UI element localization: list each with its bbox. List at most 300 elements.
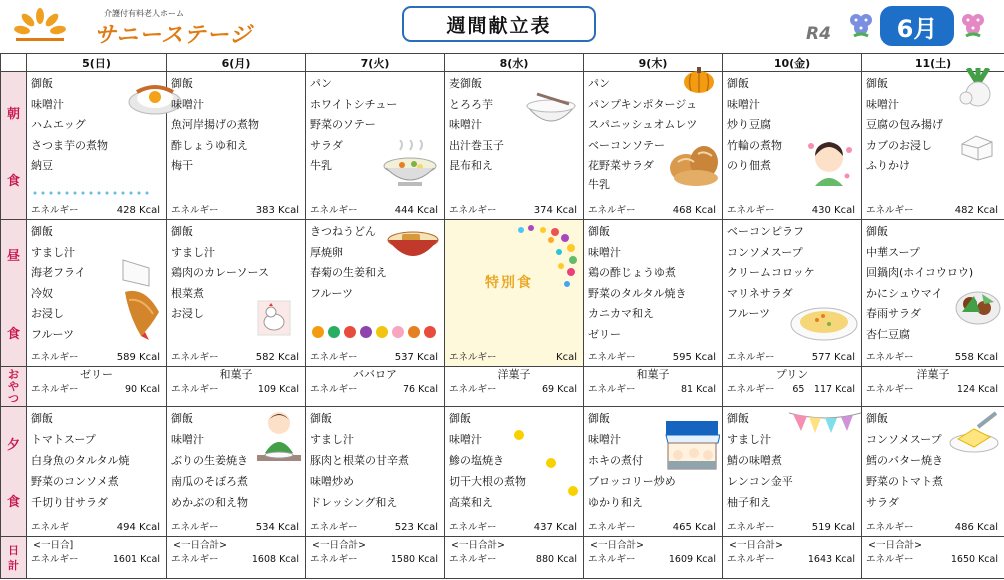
meal-label-char: 日 — [8, 543, 19, 557]
energy-value: 1608 Kcal — [251, 554, 299, 565]
energy-label: エネルギー — [588, 205, 636, 216]
menu-item: 御飯 — [866, 225, 888, 238]
menu-item: 柚子和え — [727, 496, 771, 509]
energy-label: エネルギー — [31, 352, 79, 363]
energy-label: エネルギー — [31, 205, 79, 216]
menu-item: 野菜のコンソメ煮 — [31, 475, 119, 488]
day-header: 10(金) — [723, 54, 862, 72]
energy-value: 383 Kcal — [255, 205, 299, 216]
meal-cell — [862, 72, 1004, 220]
day-header: 6(月) — [167, 54, 306, 72]
menu-item: 鶏の酢じょうゆ煮 — [588, 266, 676, 279]
meal-label-char: や — [8, 379, 19, 393]
energy-label: エネルギー — [866, 205, 914, 216]
menu-item: 御飯 — [866, 412, 888, 425]
radish-icon — [956, 68, 1000, 108]
menu-item: 味噌汁 — [171, 433, 204, 446]
menu-item: サラダ — [866, 496, 899, 509]
energy-label: エネルギー — [31, 554, 79, 565]
menu-item: かにシュウマイ — [866, 286, 943, 300]
energy-label: エネルギー — [171, 554, 219, 565]
energy-label: エネルギー — [449, 352, 497, 363]
energy-value: 1580 Kcal — [390, 554, 438, 565]
energy-value: 577 Kcal — [811, 352, 855, 363]
butter-icon — [948, 411, 1000, 455]
energy-label: エネルギー — [31, 384, 79, 395]
energy-value: 437 Kcal — [533, 522, 577, 533]
menu-item: 酢しょうゆ和え — [171, 138, 248, 152]
breakfast-row — [1, 72, 1004, 220]
menu-item: コンソメスープ — [727, 245, 803, 259]
menu-item: ドレッシング和え — [310, 496, 398, 509]
energy-label: エネルギー — [727, 522, 775, 533]
chicken-icon — [257, 300, 291, 336]
menu-item: 竹輪の煮物 — [727, 138, 782, 152]
daily-total-caption: <一日合] — [33, 540, 74, 551]
menu-item: パンプキンポタージュ — [588, 97, 698, 111]
snack-name: プリン — [775, 368, 809, 381]
menu-item: 杏仁豆腐 — [866, 327, 910, 341]
daily-total-caption: <一日合計> — [729, 540, 783, 551]
snack-name: 洋菓子 — [497, 368, 531, 381]
energy-value: 69 Kcal — [541, 384, 577, 395]
energy-label: エネルギー — [727, 554, 775, 565]
snack-name: 和菓子 — [636, 368, 670, 381]
lunch-label — [1, 220, 27, 367]
menu-item: 御飯 — [171, 77, 193, 90]
menu-item: パン — [588, 77, 610, 90]
energy-label: エネルギー — [171, 522, 219, 533]
energy-row — [449, 521, 577, 535]
special-meal-cell — [445, 220, 584, 367]
energy-value: 519 Kcal — [811, 522, 855, 533]
era-label: R4 — [806, 24, 831, 44]
meal-cell — [306, 407, 445, 537]
menu-item: トマトスープ — [31, 433, 96, 446]
menu-item: 春雨サラダ — [866, 307, 921, 320]
snack-cell — [584, 367, 723, 407]
energy-row — [866, 204, 998, 218]
snack-cell — [862, 367, 1004, 407]
energy-label: エネルギー — [588, 522, 636, 533]
menu-item: 牛乳 — [588, 177, 610, 191]
menu-item: 味噌炒め — [310, 475, 354, 488]
daily-total-caption: <一日合計> — [312, 540, 366, 551]
udon-icon — [386, 228, 440, 264]
meal-cell — [167, 407, 306, 537]
menu-item: 御飯 — [31, 225, 53, 238]
meal-cell — [306, 72, 445, 220]
energy-row — [449, 351, 577, 365]
energy-label: エネルギー — [866, 554, 914, 565]
fish-shop-icon — [664, 417, 720, 473]
breakfast-label — [1, 72, 27, 220]
energy-value: 444 Kcal — [394, 205, 438, 216]
meal-cell — [584, 72, 723, 220]
energy-value: 1650 Kcal — [950, 554, 998, 565]
menu-item: すまし汁 — [310, 433, 354, 446]
meat-dish-icon — [954, 282, 1002, 328]
energy-label: エネルギー — [171, 352, 219, 363]
weekly-menu-table — [0, 53, 1004, 579]
energy-label: エネルギー — [449, 384, 497, 395]
menu-item: ぶりの生姜焼き — [171, 454, 248, 467]
flower-logo-icon — [10, 8, 70, 44]
energy-row — [866, 351, 998, 365]
meal-label-char: 朝 — [6, 106, 20, 122]
energy-value: 582 Kcal — [255, 352, 299, 363]
menu-item: 白身魚のタルタル焼 — [31, 454, 130, 467]
menu-item: サラダ — [310, 138, 343, 152]
energy-value: 81 Kcal — [680, 384, 716, 395]
menu-item: 野菜のタルタル焼き — [588, 286, 687, 300]
menu-item: 御飯 — [588, 225, 610, 238]
hydrangea-icon — [846, 10, 876, 40]
energy-value: 76 Kcal — [402, 384, 438, 395]
daily-total-caption: <一日合計> — [173, 540, 227, 551]
dotted-divider — [31, 191, 151, 195]
menu-item: 御飯 — [866, 77, 888, 90]
energy-value: 558 Kcal — [954, 352, 998, 363]
energy-label: エネルギー — [588, 554, 636, 565]
menu-item: 花野菜サラダ — [588, 159, 654, 172]
energy-row — [31, 351, 160, 365]
energy-label: エネルギー — [588, 384, 636, 395]
menu-item: 中華スープ — [866, 245, 920, 259]
energy-label: エネルギー — [449, 522, 497, 533]
energy-label: エネルギー — [171, 384, 219, 395]
menu-item: ホキの煮付 — [588, 454, 643, 467]
menu-item: 高菜和え — [449, 496, 493, 509]
energy-value: 90 Kcal — [124, 384, 160, 395]
fruits-icon — [310, 324, 440, 340]
menu-item: フルーツ — [727, 307, 771, 320]
menu-item: 春菊の生姜和え — [310, 266, 387, 279]
day-header-row — [1, 54, 1004, 72]
energy-value: 430 Kcal — [811, 205, 855, 216]
snack-cell — [723, 367, 862, 407]
menu-item: 鯖の味噌煮 — [727, 454, 782, 467]
snack-cell — [445, 367, 584, 407]
menu-item: 南瓜のそぼろ煮 — [171, 475, 248, 488]
menu-item: 御飯 — [31, 77, 53, 90]
energy-row — [31, 521, 160, 535]
meal-label-char: 食 — [6, 326, 20, 342]
energy-value: 523 Kcal — [394, 522, 438, 533]
menu-item: 厚焼卵 — [310, 245, 343, 259]
menu-item: すまし汁 — [31, 245, 75, 259]
energy-row — [310, 204, 438, 218]
dinner-row — [1, 407, 1004, 537]
snack-label — [1, 367, 27, 407]
energy-row — [310, 351, 438, 365]
energy-label: エネルギー — [588, 352, 636, 363]
pumpkin-icon — [682, 66, 716, 94]
facility-logo — [8, 4, 268, 46]
menu-item: 御飯 — [727, 77, 749, 90]
energy-row — [171, 204, 299, 218]
energy-value: 595 Kcal — [672, 352, 716, 363]
menu-item: ベーコンピラフ — [727, 225, 804, 238]
meal-label-char: 食 — [6, 494, 20, 510]
flower-dots-icon — [511, 429, 581, 499]
meal-cell — [306, 220, 445, 367]
energy-row — [866, 521, 998, 535]
pasta-icon — [789, 302, 859, 342]
snack-name: 和菓子 — [219, 368, 253, 381]
menu-item: さつま芋の煮物 — [31, 138, 108, 152]
energy-value: 65 117 Kcal — [792, 384, 855, 395]
daily-total-cell — [167, 537, 306, 579]
energy-row — [588, 521, 716, 535]
daily-total-cell — [723, 537, 862, 579]
yam-bowl-icon — [523, 92, 579, 132]
meal-cell — [27, 407, 167, 537]
meal-label-char: 計 — [8, 558, 19, 572]
menu-item: 鯵の塩焼き — [449, 454, 504, 467]
meal-cell — [862, 407, 1004, 537]
special-meal-label: 特別食 — [485, 275, 533, 291]
menu-item: 御飯 — [171, 412, 193, 425]
day-header: 9(木) — [584, 54, 723, 72]
energy-row — [588, 204, 716, 218]
menu-item: マリネサラダ — [727, 286, 793, 300]
menu-item: ゼリー — [588, 327, 621, 341]
menu-item: 味噌汁 — [449, 118, 482, 131]
menu-item: きつねうどん — [310, 225, 376, 238]
snack-name: ゼリー — [80, 368, 113, 381]
daily-total-caption: <一日合計> — [868, 540, 922, 551]
menu-item: 御飯 — [310, 412, 332, 425]
meal-label-char: 夕 — [6, 437, 20, 453]
menu-item: コンソメスープ — [866, 433, 942, 446]
daily-total-cell — [445, 537, 584, 579]
energy-label: エネルギー — [866, 352, 914, 363]
energy-row — [171, 521, 299, 535]
lunch-row — [1, 220, 1004, 367]
menu-item: 千切り甘サラダ — [31, 496, 108, 509]
meal-label-char: お — [8, 367, 19, 381]
energy-row — [171, 351, 299, 365]
energy-label: エネルギー — [727, 384, 775, 395]
menu-item: 野菜のトマト煮 — [866, 475, 943, 488]
day-header: 5(日) — [27, 54, 167, 72]
energy-label: エネルギー — [866, 522, 914, 533]
menu-item: 鶏肉のカレーソース — [171, 266, 270, 279]
menu-item: 出汁巻玉子 — [449, 138, 504, 152]
energy-value: 428 Kcal — [116, 205, 160, 216]
menu-item: 御飯 — [449, 412, 471, 425]
energy-label: エネルギー — [449, 205, 497, 216]
menu-item: 炒り豆腐 — [727, 118, 771, 131]
menu-item: フルーツ — [310, 286, 354, 300]
energy-row — [727, 521, 855, 535]
meal-cell — [723, 220, 862, 367]
daily-total-row — [1, 537, 1004, 579]
energy-value: 482 Kcal — [954, 205, 998, 216]
daily-total-cell — [862, 537, 1004, 579]
meal-cell — [27, 72, 167, 220]
menu-item: お浸し — [171, 307, 204, 320]
energy-value: 486 Kcal — [954, 522, 998, 533]
energy-value: 534 Kcal — [255, 522, 299, 533]
menu-item: 麦御飯 — [449, 77, 482, 90]
page-header — [0, 0, 1004, 52]
menu-item: 御飯 — [31, 412, 53, 425]
energy-value: 465 Kcal — [672, 522, 716, 533]
shrimp-fry-icon — [115, 256, 167, 342]
energy-row — [310, 521, 438, 535]
energy-value: 1601 Kcal — [112, 554, 160, 565]
energy-value: 494 Kcal — [116, 522, 160, 533]
menu-item: とろろ芋 — [449, 97, 493, 111]
menu-item: ゆかり和え — [588, 496, 643, 509]
dinner-label — [1, 407, 27, 537]
menu-item: 昆布和え — [449, 159, 493, 172]
energy-label: エネルギー — [449, 554, 497, 565]
energy-value: 468 Kcal — [672, 205, 716, 216]
day-header: 11(土) — [862, 54, 1004, 72]
corner-cell — [1, 54, 27, 72]
daily-total-cell — [27, 537, 167, 579]
menu-item: スパニッシュオムレツ — [588, 118, 698, 131]
meal-cell — [862, 220, 1004, 367]
daily-total-caption: <一日合計> — [590, 540, 644, 551]
energy-row — [31, 204, 160, 218]
energy-row — [727, 204, 855, 218]
menu-item: 梅干 — [171, 159, 193, 172]
energy-label: エネルギー — [310, 205, 358, 216]
snack-cell — [27, 367, 167, 407]
energy-value: 1643 Kcal — [807, 554, 855, 565]
menu-item: カブのお浸し — [866, 138, 932, 152]
snack-name: 洋菓子 — [916, 368, 950, 381]
snack-name: ババロア — [353, 368, 397, 381]
energy-value: 537 Kcal — [394, 352, 438, 363]
menu-item: 味噌汁 — [866, 97, 899, 111]
meal-cell — [27, 220, 167, 367]
meal-cell — [723, 72, 862, 220]
energy-label: エネルギー — [310, 352, 358, 363]
energy-value: 589 Kcal — [116, 352, 160, 363]
meal-cell — [584, 220, 723, 367]
meal-cell — [723, 407, 862, 537]
energy-value: 374 Kcal — [533, 205, 577, 216]
menu-item: 鱈のバター焼き — [866, 454, 943, 467]
menu-item: 味噌汁 — [449, 433, 482, 446]
tofu-icon — [958, 134, 996, 162]
menu-item: ベーコンソテー — [588, 138, 665, 152]
menu-item: お浸し — [31, 307, 64, 320]
menu-item: カニカマ和え — [588, 307, 654, 320]
menu-item: 御飯 — [727, 412, 749, 425]
stew-icon — [380, 140, 440, 190]
energy-value: 880 Kcal — [535, 554, 577, 565]
meal-cell — [584, 407, 723, 537]
meal-cell — [445, 72, 584, 220]
hydrangea-icon — [958, 10, 988, 40]
woman-eating-icon — [803, 136, 855, 190]
menu-item: ブロッコリー炒め — [588, 475, 676, 488]
meal-cell — [167, 72, 306, 220]
logo-subtitle: 介護付有料老人ホーム — [104, 9, 184, 18]
menu-item: 野菜のソテー — [310, 118, 376, 131]
menu-item: 牛乳 — [310, 159, 332, 172]
energy-value: 124 Kcal — [956, 384, 998, 395]
day-header: 8(水) — [445, 54, 584, 72]
menu-item: 豆腐の包み揚げ — [866, 118, 943, 131]
energy-label: エネルギー — [310, 554, 358, 565]
bunting-icon — [789, 411, 861, 435]
snack-row — [1, 367, 1004, 407]
meal-cell — [167, 220, 306, 367]
day-header: 7(火) — [306, 54, 445, 72]
menu-item: 豚肉と根菜の甘辛煮 — [310, 454, 409, 467]
menu-item: 冷奴 — [31, 286, 53, 300]
energy-value: 1609 Kcal — [668, 554, 716, 565]
boy-eating-icon — [255, 409, 303, 469]
logo-name: サニーステージ — [94, 23, 253, 48]
energy-label: エネルギー — [727, 205, 775, 216]
menu-item: 味噌汁 — [31, 97, 64, 111]
menu-item: 根菜煮 — [171, 286, 204, 300]
menu-item: ハムエッグ — [31, 118, 86, 131]
month-badge: 6月 — [880, 6, 954, 46]
menu-item: 海老フライ — [31, 266, 86, 279]
meal-cell — [445, 407, 584, 537]
menu-item: すまし汁 — [171, 245, 215, 259]
menu-item: レンコン金平 — [727, 475, 793, 488]
menu-item: 御飯 — [588, 412, 610, 425]
menu-item: 味噌汁 — [588, 245, 621, 259]
bread-icon — [666, 138, 722, 188]
page-title-text: 週間献立表 — [446, 14, 552, 37]
snack-cell — [306, 367, 445, 407]
energy-label: エネルギー — [171, 205, 219, 216]
energy-row — [727, 351, 855, 365]
menu-item: 納豆 — [31, 159, 53, 172]
daily-total-caption: <一日合計> — [451, 540, 505, 551]
menu-item: 味噌汁 — [588, 433, 621, 446]
daily-total-cell — [306, 537, 445, 579]
energy-row — [449, 204, 577, 218]
energy-label: エネルギ — [31, 522, 70, 533]
menu-item: 御飯 — [171, 225, 193, 238]
daily-total-label — [1, 537, 27, 579]
menu-item: 味噌汁 — [727, 97, 760, 111]
menu-item: クリームコロッケ — [727, 266, 815, 279]
menu-item: 回鍋肉(ホイコウロウ) — [866, 266, 974, 279]
energy-value: Kcal — [556, 352, 577, 363]
menu-item: 魚河岸揚げの煮物 — [171, 118, 259, 131]
energy-row — [588, 351, 716, 365]
energy-label: エネルギー — [727, 352, 775, 363]
meal-label-char: 昼 — [6, 248, 20, 264]
menu-item: 切干大根の煮物 — [449, 475, 526, 488]
energy-label: エネルギー — [310, 522, 358, 533]
energy-value: 109 Kcal — [257, 384, 299, 395]
menu-item: めかぶの和え物 — [171, 496, 248, 509]
menu-item: 味噌汁 — [171, 97, 204, 111]
energy-label: エネルギー — [866, 384, 914, 395]
menu-item: フルーツ — [31, 327, 75, 341]
menu-item: パン — [310, 77, 332, 90]
meal-label-char: つ — [8, 391, 19, 405]
energy-label: エネルギー — [310, 384, 358, 395]
daily-total-cell — [584, 537, 723, 579]
menu-item: ホワイトシチュー — [310, 97, 398, 111]
page-title — [402, 6, 596, 42]
